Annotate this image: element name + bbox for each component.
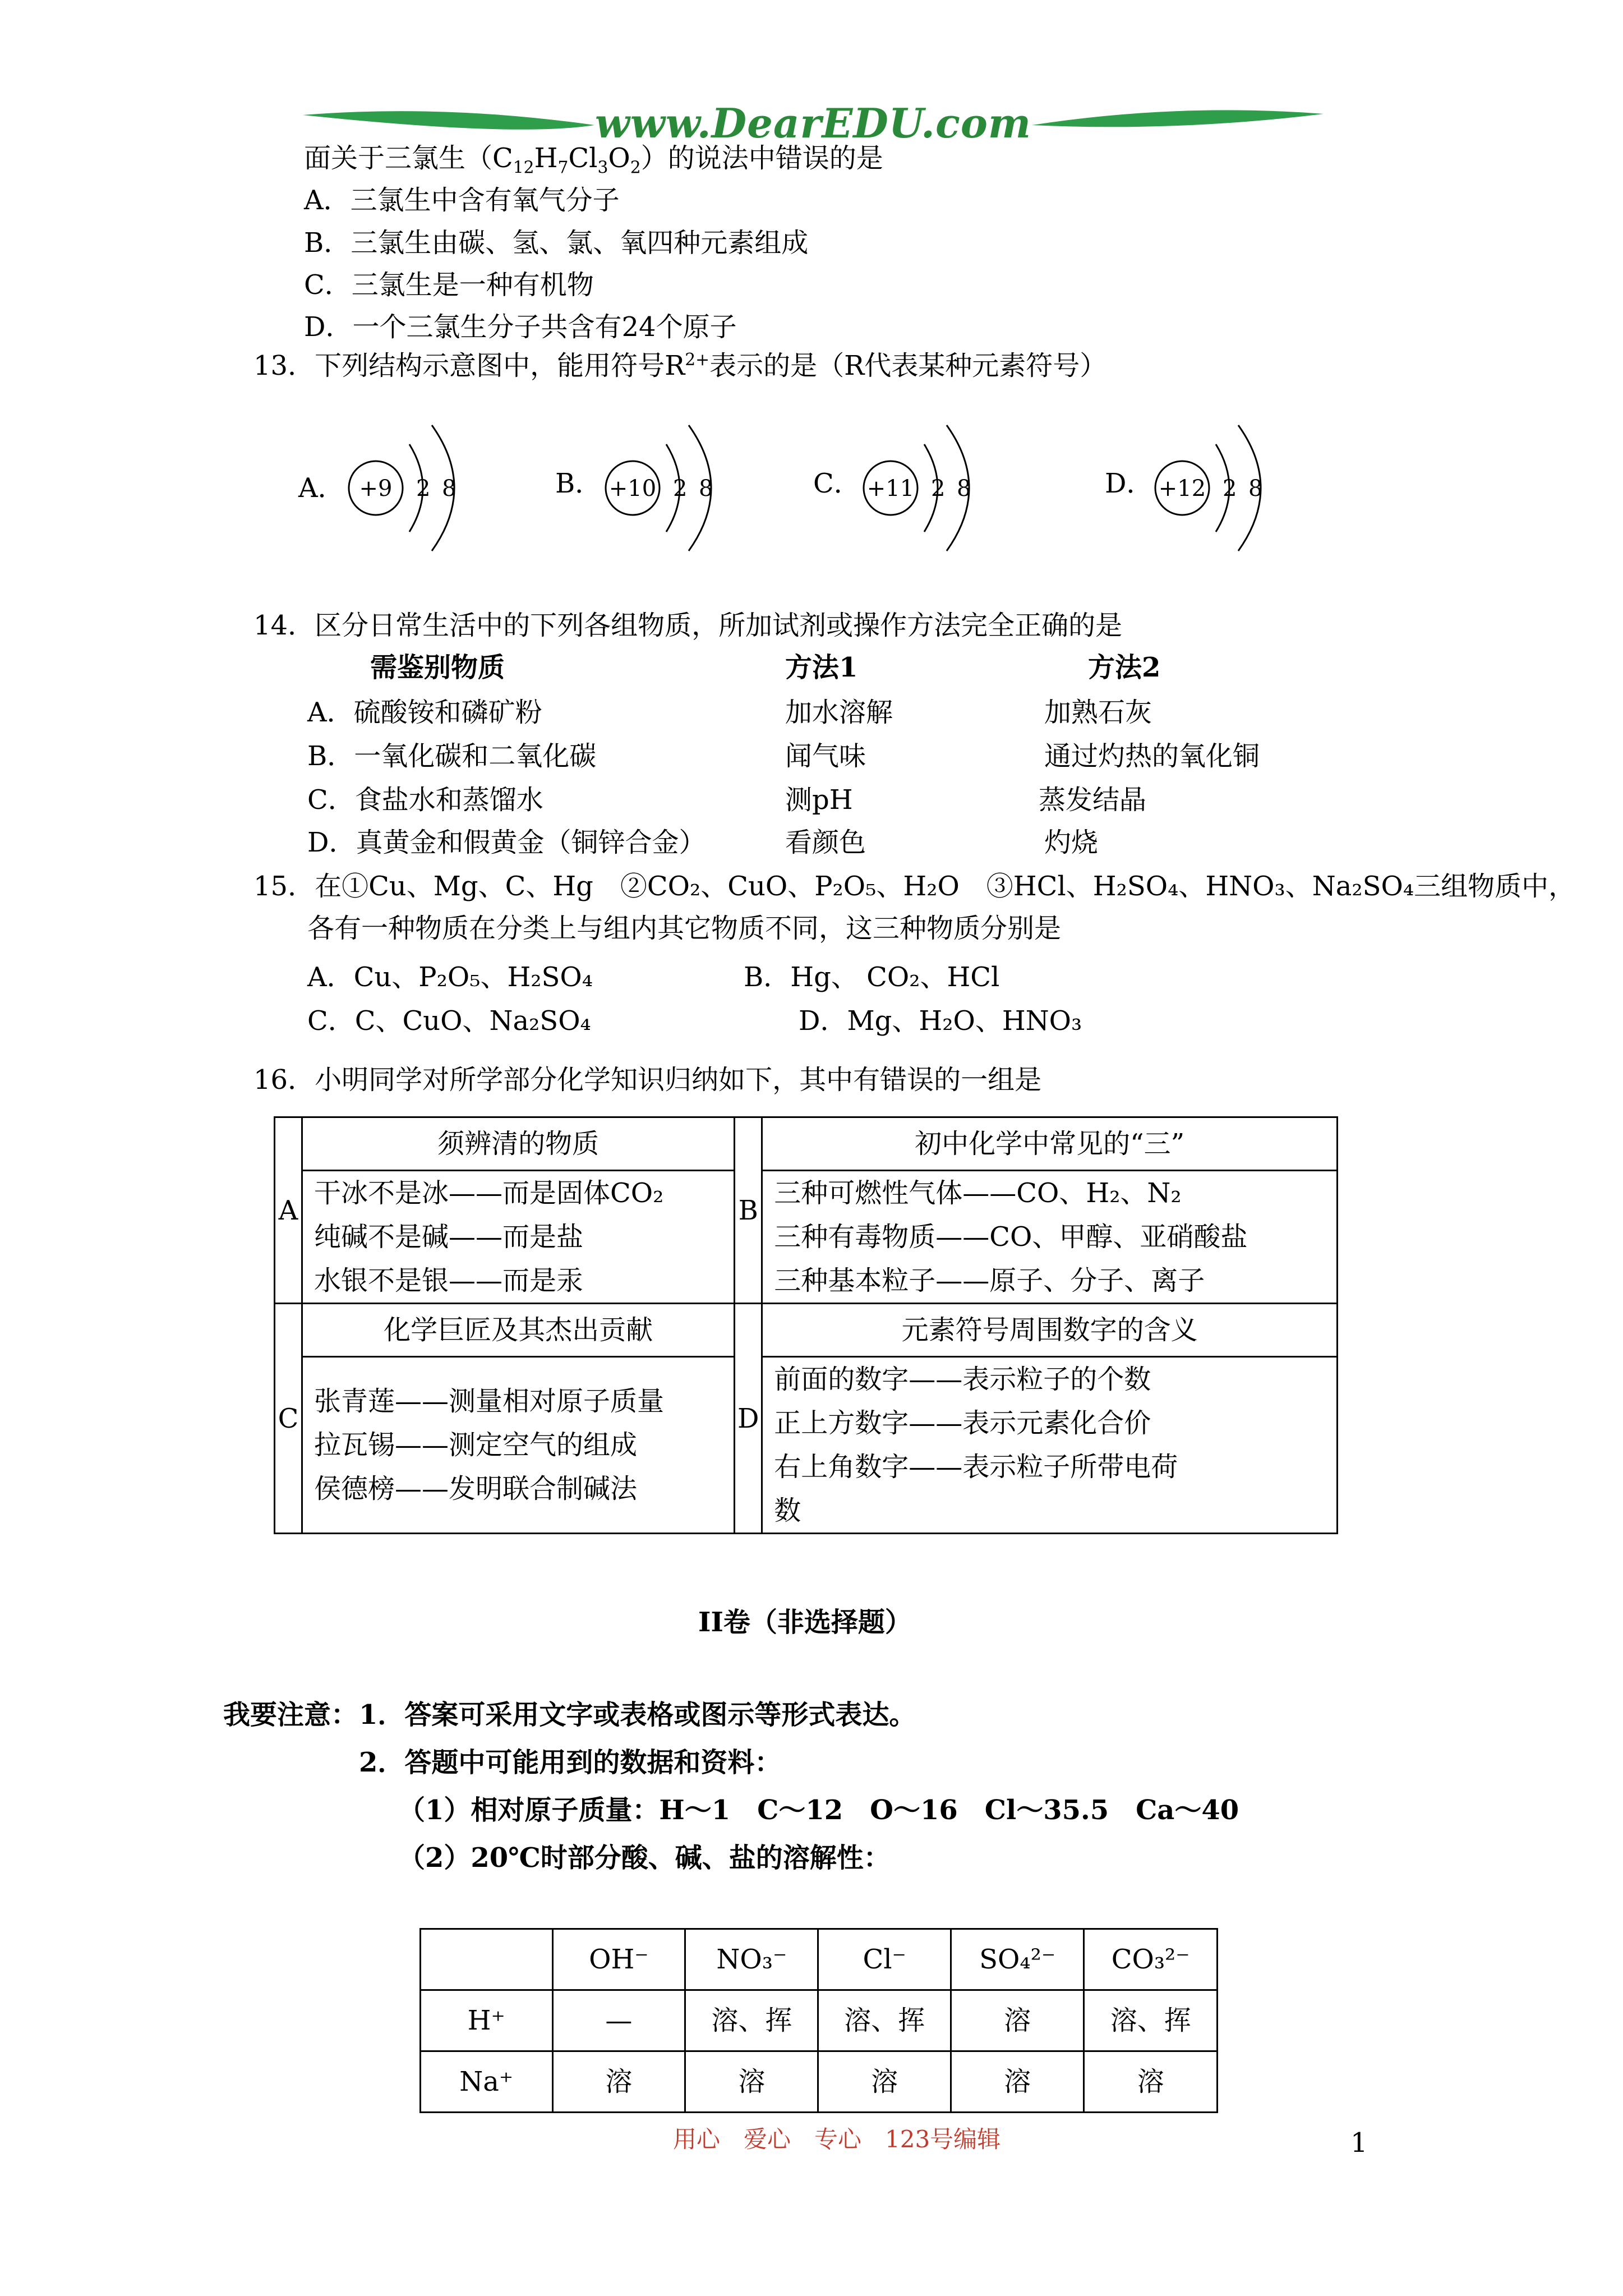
page-number: 1 [1350,2127,1368,2159]
table-header-so4: SO₄²⁻ [951,1929,1083,1990]
part2-title: II卷（非选择题） [698,1607,912,1638]
q14-header-method2: 方法2 [1088,652,1161,683]
q16-cell-d-title: 元素符号周围数字的含义 [762,1304,1338,1357]
q14-header-method1: 方法1 [785,652,858,683]
q15-option-c: C．C、CuO、Na₂SO₄ [307,1005,591,1037]
table-header-co3: CO₃²⁻ [1084,1929,1218,1990]
q16-cell-a-line: 水银不是银——而是汞 [314,1265,584,1296]
table-cell: 溶 [951,1990,1083,2051]
q14-row-c-method2: 蒸发结晶 [1039,784,1147,816]
table-row-header-h: H⁺ [421,1990,553,2051]
q14-row-d-method2: 灼烧 [1044,827,1099,858]
q13-d-shell1-count: 2 [1223,476,1237,501]
q13-diagram-a-label: A． [298,472,345,504]
logo-text: www.DearEDU.com [594,99,1032,147]
table-header-oh: OH⁻ [552,1929,685,1990]
q16-cell-c-line: 张青莲——测量相对原子质量 [314,1386,665,1417]
q14-row-a-method1: 加水溶解 [785,697,893,728]
table-cell: 溶、挥 [1084,1990,1218,2051]
table-row [421,2051,1218,2113]
table-header-no3: NO₃⁻ [685,1929,818,1990]
table-row [421,1990,1218,2051]
q14-row-b-method2: 通过灼热的氧化铜 [1044,740,1260,772]
q13-stem: 13．下列结构示意图中，能用符号$R^{2+}$表示的是（R代表某种元素符号） [253,350,1107,381]
q12-option-a: A．三氯生中含有氧气分子 [304,185,620,216]
table-row [421,1929,1218,1990]
notes-item-1: 1．答案可采用文字或表格或图示等形式表达。 [359,1699,916,1731]
q15-option-d: D．Mg、H₂O、HNO₃ [799,1005,1082,1037]
notes-item-2: 2．答题中可能用到的数据和资料： [359,1747,782,1778]
q16-cell-a-letter: A [275,1117,302,1304]
q16-cell-b-line: 三种可燃性气体——CO、H₂、N₂ [774,1177,1182,1209]
q16-table [274,1116,1338,1534]
notes-sub-1: （1）相对原子质量：H～1 C～12 O～16 Cl～35.5 Ca～40 [398,1795,1239,1826]
q12-option-b: B．三氯生由碳、氢、氯、氧四种元素组成 [304,227,809,259]
table-cell: 溶 [951,2051,1083,2113]
q16-cell-b-line: 三种有毒物质——CO、甲醇、亚硝酸盐 [774,1221,1248,1253]
table-cell: 溶 [818,2051,951,2113]
q16-cell-d-letter: D [735,1304,762,1534]
q13-diagram-a [342,404,533,572]
notes-sub-2: （2）20℃时部分酸、碱、盐的溶解性： [398,1842,891,1874]
q13-d-nucleus: +12 [1158,476,1206,501]
table-cell: 溶、挥 [685,1990,818,2051]
q16-cell-c-letter: C [275,1304,302,1534]
q14-row-c-substance: C．食盐水和蒸馏水 [307,784,543,816]
q12-option-d: D．一个三氯生分子共含有24个原子 [304,311,737,343]
q13-a-nucleus: +9 [359,476,393,501]
q13-diagram-b [599,404,790,572]
q16-stem: 16．小明同学对所学部分化学知识归纳如下，其中有错误的一组是 [253,1064,1042,1096]
q16-cell-b-body [762,1171,1338,1304]
q16-cell-d-line: 正上方数字——表示元素化合价 [774,1407,1151,1439]
q13-c-shell2-count: 8 [957,476,971,501]
q16-cell-b-title: 初中化学中常见的“三” [762,1117,1338,1171]
q16-cell-c-line: 拉瓦锡——测定空气的组成 [314,1429,638,1461]
q13-a-shell1-count: 2 [416,476,431,501]
q16-cell-c-title: 化学巨匠及其杰出贡献 [302,1304,735,1357]
q15-stem-line1: 15．在①Cu、Mg、C、Hg ②CO₂、CuO、P₂O₅、H₂O ③HCl、H₂SO₄、HNO₃、Na₂SO₄三组物质中， [253,871,1576,902]
q13-a-shell2-count: 8 [442,476,457,501]
table-cell: 溶 [552,2051,685,2113]
table-header-cl: Cl⁻ [818,1929,951,1990]
q16-cell-b-line: 三种基本粒子——原子、分子、离子 [774,1265,1205,1296]
table-cell: 溶、挥 [818,1990,951,2051]
q13-diagram-d [1149,404,1339,572]
q14-stem: 14．区分日常生活中的下列各组物质，所加试剂或操作方法完全正确的是 [253,610,1123,641]
q14-header-substance: 需鉴别物质 [370,652,505,683]
q16-cell-a-body [302,1171,735,1304]
q13-diagram-c [857,404,1048,572]
q16-cell-c-line: 侯德榜——发明联合制碱法 [314,1473,638,1504]
table-cell: — [552,1990,685,2051]
q16-cell-d-body [762,1357,1338,1534]
q16-cell-a-title: 须辨清的物质 [302,1117,735,1171]
notes-label: 我要注意： [223,1699,358,1731]
q13-c-nucleus: +11 [866,476,915,501]
q16-cell-c-body [302,1357,735,1534]
solubility-table [419,1928,1218,2113]
q14-row-b-substance: B．一氧化碳和二氧化碳 [307,740,597,772]
q16-cell-b-letter: B [735,1117,762,1304]
q13-c-shell1-count: 2 [931,476,946,501]
q14-row-d-method1: 看颜色 [785,827,866,858]
q13-diagram-c-label: C． [813,468,861,499]
q15-option-b: B．Hg、 CO₂、HCl [744,961,1000,993]
q15-stem-line2: 各有一种物质在分类上与组内其它物质不同，这三种物质分别是 [307,913,1062,944]
q14-row-a-substance: A．硫酸铵和磷矿粉 [307,697,542,728]
q13-b-shell2-count: 8 [699,476,713,501]
footer-text: 用心 爱心 专心 123号编辑 [673,2125,1001,2153]
q13-d-shell2-count: 8 [1248,476,1263,501]
q16-cell-d-line: 右上角数字——表示粒子所带电荷 [774,1451,1178,1483]
table-row-header-na: Na⁺ [421,2051,553,2113]
table-cell-corner [421,1929,553,1990]
q16-cell-a-line: 干冰不是冰——而是固体CO₂ [314,1177,664,1209]
q12-stem: 面关于三氯生$(C_{12}H_7Cl_3O_2)$的说法中错误的是 [304,142,883,178]
q13-diagram-d-label: D． [1105,468,1154,499]
q12-option-c: C．三氯生是一种有机物 [304,269,594,301]
q14-row-b-method1: 闻气味 [785,740,866,772]
q13-diagram-b-label: B． [555,468,602,499]
q15-option-a: A．Cu、P₂O₅、H₂SO₄ [307,961,593,993]
q16-cell-a-line: 纯碱不是碱——而是盐 [314,1221,584,1253]
q13-b-shell1-count: 2 [673,476,688,501]
q14-row-a-method2: 加熟石灰 [1044,697,1152,728]
q14-row-c-method1: 测pH [785,784,853,816]
table-cell: 溶 [1084,2051,1218,2113]
q16-cell-d-line: 数 [774,1495,801,1526]
q14-row-d-substance: D．真黄金和假黄金（铜锌合金） [307,827,706,858]
q16-cell-d-line: 前面的数字——表示粒子的个数 [774,1364,1151,1395]
q13-b-nucleus: +10 [608,476,657,501]
table-cell: 溶 [685,2051,818,2113]
